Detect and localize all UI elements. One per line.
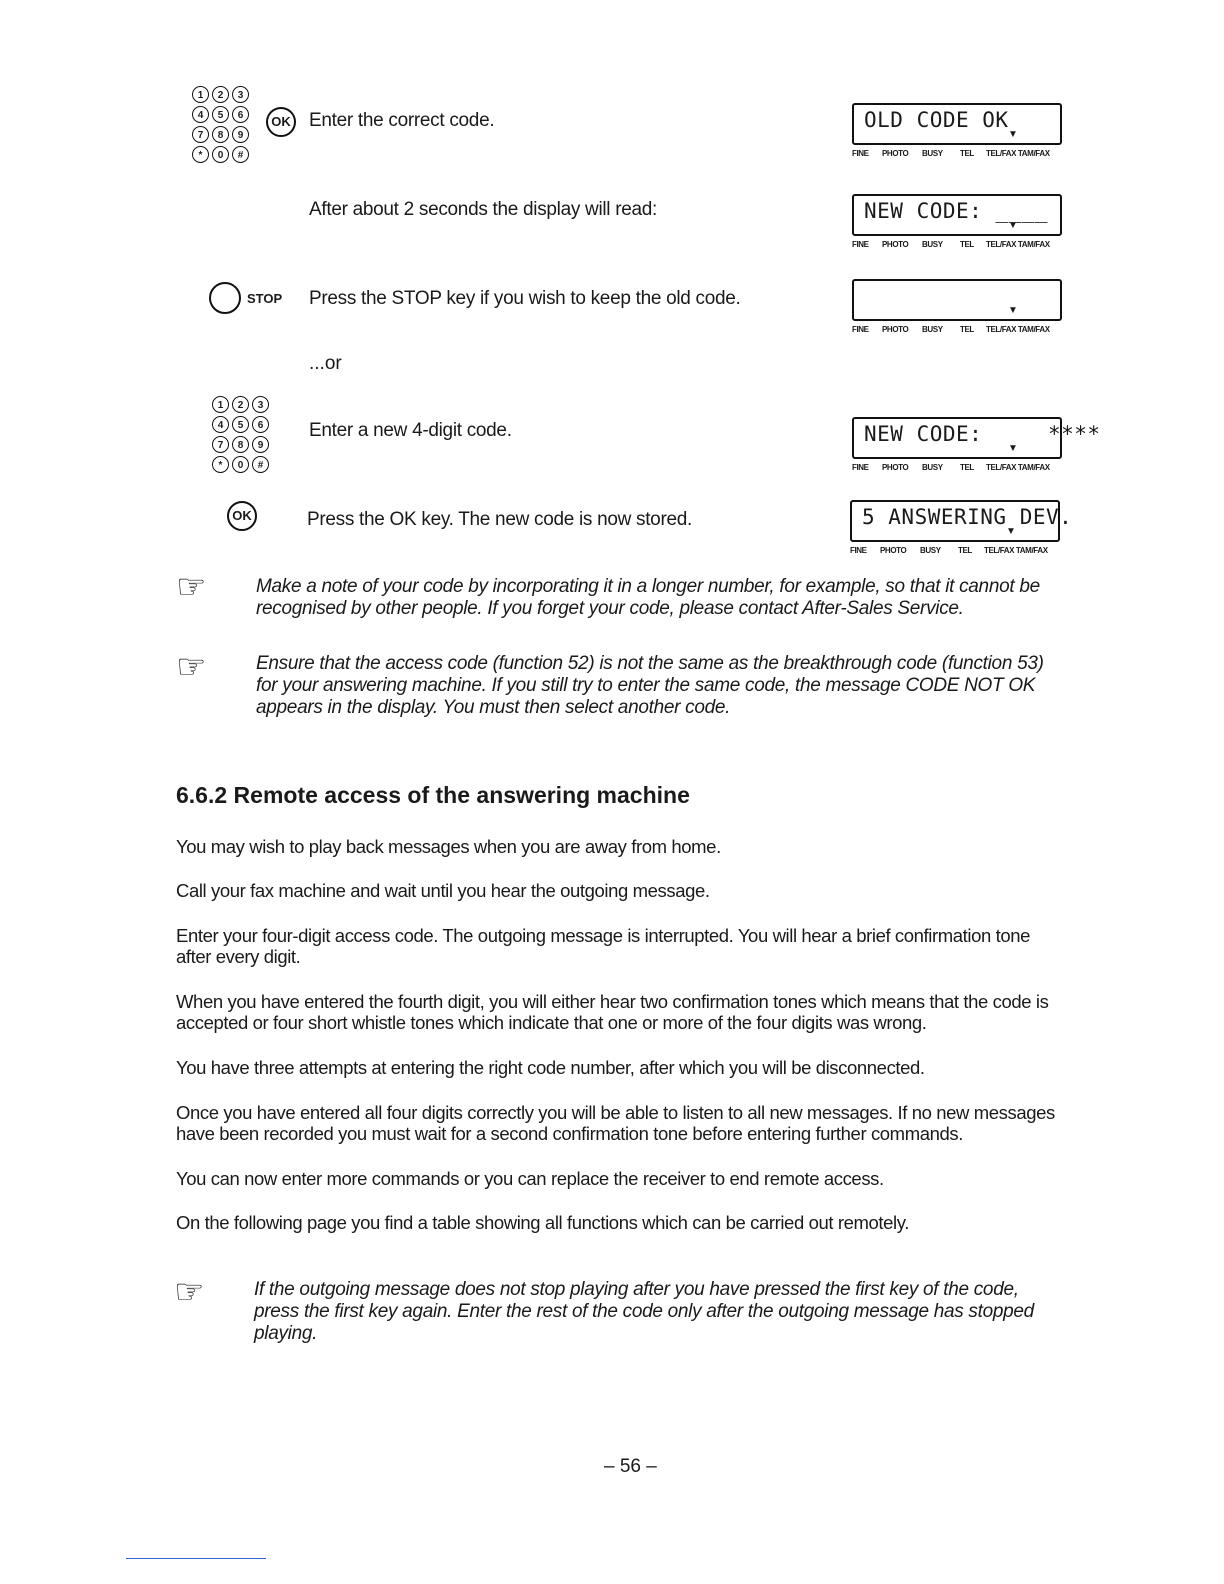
lcd-status-label: TEL xyxy=(960,149,974,158)
lcd-text: NEW CODE: ____ xyxy=(864,199,1049,223)
section-heading: 6.6.2 Remote access of the answering machine xyxy=(176,782,690,808)
lcd-status-label: TEL/FAX TAM/FAX xyxy=(986,325,1050,334)
lcd-status-row xyxy=(850,546,1060,555)
paragraph: You have three attempts at entering the right code number, after which you will be disconnected. xyxy=(176,1057,925,1078)
keypad-key-icon: 4 xyxy=(192,106,209,123)
caret-icon: ▼ xyxy=(1008,443,1018,454)
pointing-hand-icon: ☞ xyxy=(176,568,207,606)
keypad-key-icon: 6 xyxy=(252,416,269,433)
lcd-status-row xyxy=(852,463,1062,472)
footer-divider xyxy=(126,1558,266,1559)
lcd-status-label: BUSY xyxy=(922,149,943,158)
display-panel-5 xyxy=(850,500,1073,555)
stop-key-icon xyxy=(209,282,241,314)
step-press-stop: Press the STOP key if you wish to keep the old code. xyxy=(309,288,741,309)
lcd-status-label: TEL/FAX TAM/FAX xyxy=(986,240,1050,249)
lcd-status-label: FINE xyxy=(852,463,869,472)
keypad-key-icon: 4 xyxy=(212,416,229,433)
keypad-key-icon: 6 xyxy=(232,106,249,123)
lcd-status-label: PHOTO xyxy=(882,325,909,334)
lcd-status-label: BUSY xyxy=(922,325,943,334)
keypad-key-icon: 8 xyxy=(212,126,229,143)
keypad-key-icon: # xyxy=(232,146,249,163)
caret-icon: ▼ xyxy=(1008,305,1018,316)
keypad-key-icon: * xyxy=(212,456,229,473)
lcd-status-label: TEL xyxy=(960,240,974,249)
lcd-status-label: FINE xyxy=(852,240,869,249)
lcd-status-label: TEL/FAX TAM/FAX xyxy=(986,149,1050,158)
keypad-key-icon: 1 xyxy=(192,86,209,103)
keypad-key-icon: 8 xyxy=(232,436,249,453)
keypad-key-icon: 5 xyxy=(212,106,229,123)
lcd-status-label: BUSY xyxy=(922,463,943,472)
keypad-key-icon: * xyxy=(192,146,209,163)
step-after-two-seconds: After about 2 seconds the display will read: xyxy=(309,199,658,220)
pointing-hand-icon: ☞ xyxy=(174,1273,205,1311)
paragraph: When you have entered the fourth digit, you will either hear two confirmation tones which means that the code is accepted or four short whistle tones which indicate that one or more of the four digits was wrong. xyxy=(176,991,1049,1033)
ok-key-icon: OK xyxy=(227,501,257,531)
paragraph: Once you have entered all four digits correctly you will be able to listen to all new messages. If no new messages have been recorded you must wait for a second confirmation tone before entering further commands. xyxy=(176,1102,1055,1144)
note-outgoing-message: If the outgoing message does not stop playing after you have pressed the first key of the code, press the first key again. Enter the rest of the code only after the outgoing message has stopped playing. xyxy=(254,1279,1034,1344)
lcd-status-label: PHOTO xyxy=(882,240,909,249)
keypad-icon xyxy=(192,86,251,165)
lcd-status-label: FINE xyxy=(852,325,869,334)
keypad-key-icon: 7 xyxy=(192,126,209,143)
display-panel-2 xyxy=(852,194,1062,249)
ok-key-icon: OK xyxy=(266,107,296,137)
pointing-hand-icon: ☞ xyxy=(176,648,207,686)
lcd-display xyxy=(852,103,1062,145)
keypad-key-icon: 3 xyxy=(252,396,269,413)
keypad-key-icon: 3 xyxy=(232,86,249,103)
display-panel-3 xyxy=(852,279,1062,334)
keypad-key-icon: 9 xyxy=(232,126,249,143)
keypad-key-icon: 5 xyxy=(232,416,249,433)
lcd-text: OLD CODE OK xyxy=(864,108,1009,132)
page-number: – 56 – xyxy=(604,1456,657,1477)
step-press-ok: Press the OK key. The new code is now stored. xyxy=(307,509,692,530)
paragraph: You may wish to play back messages when you are away from home. xyxy=(176,836,721,857)
lcd-status-label: FINE xyxy=(852,149,869,158)
lcd-status-label: TEL/FAX TAM/FAX xyxy=(984,546,1048,555)
lcd-display xyxy=(852,279,1062,321)
lcd-status-label: TEL xyxy=(958,546,972,555)
keypad-key-icon: 2 xyxy=(232,396,249,413)
lcd-status-label: TEL xyxy=(960,463,974,472)
lcd-display xyxy=(852,417,1101,459)
paragraph: You can now enter more commands or you can replace the receiver to end remote access. xyxy=(176,1168,884,1189)
note-access-code-conflict: Ensure that the access code (function 52) is not the same as the breakthrough code (function 53) for your answering machine. If you still try to enter the same code, the message CODE NOT OK appears in the display. You must then select another code. xyxy=(256,653,1044,718)
paragraph: Call your fax machine and wait until you hear the outgoing message. xyxy=(176,880,710,901)
lcd-status-label: PHOTO xyxy=(880,546,907,555)
lcd-text: 5 ANSWERING DEV. xyxy=(862,505,1073,529)
caret-icon: ▼ xyxy=(1008,220,1018,231)
keypad-key-icon: 9 xyxy=(252,436,269,453)
paragraph: On the following page you find a table showing all functions which can be carried out remotely. xyxy=(176,1212,909,1233)
keypad-key-icon: 1 xyxy=(212,396,229,413)
lcd-status-label: FINE xyxy=(850,546,867,555)
keypad-key-icon: 0 xyxy=(212,146,229,163)
lcd-display xyxy=(850,500,1073,542)
lcd-status-row xyxy=(852,149,1062,158)
note-code-remember: Make a note of your code by incorporating it in a longer number, for example, so that it cannot be recognised by other people. If you forget your code, please contact After-Sales Service. xyxy=(256,576,1040,619)
lcd-status-label: PHOTO xyxy=(882,463,909,472)
lcd-status-label: BUSY xyxy=(922,240,943,249)
keypad-icon xyxy=(212,396,271,475)
lcd-status-row xyxy=(852,325,1062,334)
display-panel-4 xyxy=(852,417,1101,472)
stop-key-label: STOP xyxy=(247,291,283,306)
keypad-key-icon: 2 xyxy=(212,86,229,103)
lcd-status-label: BUSY xyxy=(920,546,941,555)
keypad-key-icon: # xyxy=(252,456,269,473)
caret-icon: ▼ xyxy=(1008,129,1018,140)
lcd-status-row xyxy=(852,240,1062,249)
lcd-status-label: TEL/FAX TAM/FAX xyxy=(986,463,1050,472)
lcd-text: NEW CODE: **** xyxy=(864,422,1101,446)
caret-icon: ▼ xyxy=(1006,526,1016,537)
step-enter-correct-code: Enter the correct code. xyxy=(309,110,495,131)
or-text: ...or xyxy=(309,353,342,374)
keypad-key-icon: 7 xyxy=(212,436,229,453)
step-enter-new-code: Enter a new 4-digit code. xyxy=(309,420,512,441)
lcd-status-label: TEL xyxy=(960,325,974,334)
lcd-status-label: PHOTO xyxy=(882,149,909,158)
paragraph: Enter your four-digit access code. The outgoing message is interrupted. You will hear a brief confirmation tone after every digit. xyxy=(176,925,1031,967)
lcd-display xyxy=(852,194,1062,236)
keypad-key-icon: 0 xyxy=(232,456,249,473)
display-panel-1 xyxy=(852,103,1062,158)
